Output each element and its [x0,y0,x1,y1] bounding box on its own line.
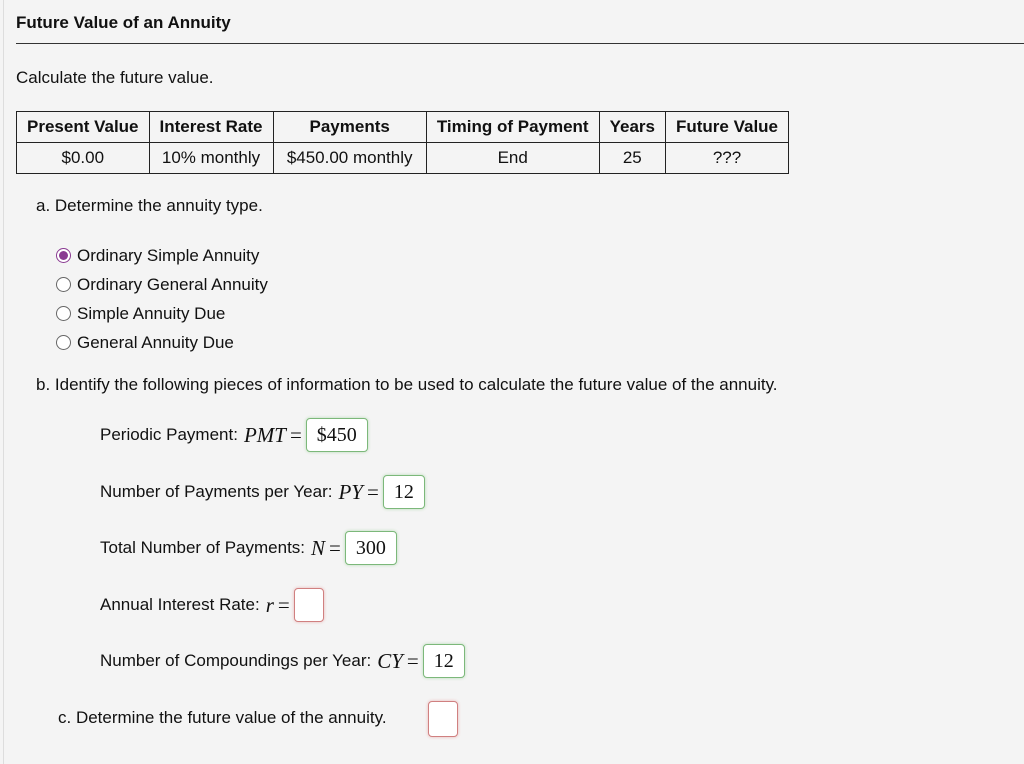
radio-unchecked[interactable] [56,335,71,350]
py-input[interactable]: 12 [383,475,425,509]
page-title: Future Value of an Annuity [16,13,231,32]
field-symbol: PY [338,479,363,504]
r-input[interactable] [294,588,324,622]
equals-sign: = [366,479,379,504]
option-general-annuity-due[interactable] [56,328,268,357]
problem-table [16,111,789,174]
left-border [3,0,4,764]
cell-years: 25 [599,143,665,174]
future-value-input[interactable] [428,701,458,737]
field-label: Number of Payments per Year: [100,482,333,501]
option-ordinary-general-annuity[interactable] [56,270,268,299]
field-pmt [100,418,368,452]
field-cy [100,644,465,678]
option-label: Ordinary Simple Annuity [77,245,260,265]
cell-timing: End [426,143,599,174]
pmt-input[interactable]: $450 [306,418,368,452]
radio-unchecked[interactable] [56,277,71,292]
cell-present-value: $0.00 [17,143,150,174]
radio-checked[interactable] [56,248,71,263]
header-years: Years [599,112,665,143]
equals-sign: = [289,422,302,447]
field-label: Total Number of Payments: [100,538,306,557]
question-c: c. Determine the future value of the annuity. [58,708,387,727]
table-header-row [17,112,789,143]
option-label: Simple Annuity Due [77,303,226,323]
option-label: General Annuity Due [77,332,234,352]
header-timing: Timing of Payment [426,112,599,143]
header-future-value: Future Value [665,112,788,143]
radio-unchecked[interactable] [56,306,71,321]
header-payments: Payments [273,112,426,143]
equals-sign: = [329,535,341,560]
field-symbol: N [311,535,326,560]
table-row [17,143,789,174]
equals-sign: = [406,648,419,673]
header-present-value: Present Value [17,112,150,143]
divider [16,43,1024,44]
field-symbol: PMT [243,422,286,447]
field-symbol: r [265,592,274,617]
n-input[interactable]: 300 [345,531,397,565]
equals-sign: = [277,592,290,617]
cell-future-value: ??? [665,143,788,174]
field-symbol: CY [377,648,403,673]
option-ordinary-simple-annuity[interactable] [56,241,268,270]
field-label: Number of Compoundings per Year: [100,651,372,670]
cell-interest-rate: 10% monthly [149,143,273,174]
field-r [100,588,324,622]
question-b: b. Identify the following pieces of information to be used to calculate the future value of the annuity. [36,375,778,394]
cell-payments: $450.00 monthly [273,143,426,174]
cy-input[interactable]: 12 [423,644,465,678]
instructions: Calculate the future value. [16,68,214,87]
option-label: Ordinary General Annuity [77,274,268,294]
annuity-type-radio-group [56,241,268,357]
field-label: Periodic Payment: [100,425,238,444]
field-py [100,475,425,509]
field-label: Annual Interest Rate: [100,595,260,614]
question-a: a. Determine the annuity type. [36,196,263,215]
header-interest-rate: Interest Rate [149,112,273,143]
option-simple-annuity-due[interactable] [56,299,268,328]
field-n [100,531,397,565]
